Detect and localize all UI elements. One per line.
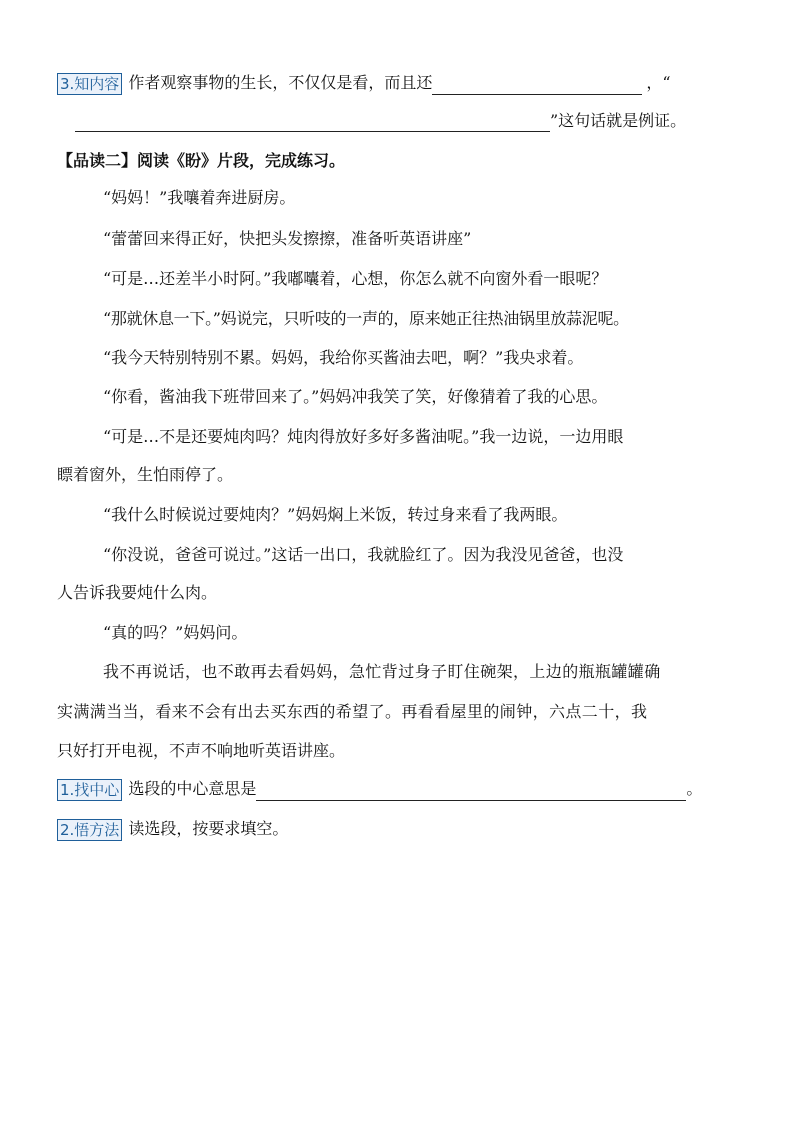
question-3-line-1 xyxy=(57,72,671,94)
question-text: 选段的中心意思是 xyxy=(128,779,257,798)
answer-blank[interactable] xyxy=(432,78,642,95)
passage-line: “我什么时候说过要炖肉？”妈妈焖上米饭，转过身来看了我两眼。 xyxy=(103,505,568,524)
question-3-line-2 xyxy=(75,110,686,132)
passage-line: “可是…不是还要炖肉吗？炖肉得放好多好多酱油呢。”我一边说，一边用眼 xyxy=(103,427,624,446)
passage-line: 人告诉我要炖什么肉。 xyxy=(57,583,218,602)
question-text: ”这句话就是例证。 xyxy=(550,111,687,130)
answer-blank[interactable] xyxy=(256,784,686,801)
passage-line: 只好打开电视，不声不响地听英语讲座。 xyxy=(57,741,346,760)
question-1-line xyxy=(57,778,702,800)
passage-line: “你看，酱油我下班带回来了。”妈妈冲我笑了笑，好像猜着了我的心思。 xyxy=(103,387,608,406)
passage-line: “那就休息一下。”妈说完，只听吱的一声的，原来她正往热油锅里放蒜泥呢。 xyxy=(103,309,629,328)
question-text: 作者观察事物的生长，不仅仅是看，而且还 xyxy=(128,73,433,92)
passage-line: “妈妈！”我嚷着奔进厨房。 xyxy=(103,188,296,207)
answer-blank[interactable] xyxy=(75,115,550,132)
question-tag: 3.知内容 xyxy=(57,73,122,95)
section-heading: 【品读二】阅读《盼》片段，完成练习。 xyxy=(57,151,346,170)
passage-line: “我今天特别特别不累。妈妈，我给你买酱油去吧，啊？”我央求着。 xyxy=(103,348,584,367)
question-text: 。 xyxy=(686,779,703,798)
question-tag: 2.悟方法 xyxy=(57,819,122,841)
passage-line: “可是…还差半小时阿。”我嘟囔着，心想，你怎么就不向窗外看一眼呢？ xyxy=(103,269,608,288)
question-tag: 1.找中心 xyxy=(57,779,122,801)
passage-line: 瞟着窗外，生怕雨停了。 xyxy=(57,465,234,484)
passage-line: “真的吗？”妈妈问。 xyxy=(103,623,248,642)
passage-line: “你没说，爸爸可说过。”这话一出口，我就脸红了。因为我没见爸爸，也没 xyxy=(103,545,624,564)
passage-line: “蕾蕾回来得正好，快把头发擦擦，准备听英语讲座” xyxy=(103,229,472,248)
question-text: ，“ xyxy=(646,73,671,92)
passage-line: 实满满当当，看来不会有出去买东西的希望了。再看看屋里的闹钟，六点二十，我 xyxy=(57,702,648,721)
passage-line: 我不再说话，也不敢再去看妈妈，急忙背过身子盯住碗架，上边的瓶瓶罐罐确 xyxy=(103,662,661,681)
question-2-line xyxy=(57,818,288,840)
question-text: 读选段，按要求填空。 xyxy=(128,819,289,838)
